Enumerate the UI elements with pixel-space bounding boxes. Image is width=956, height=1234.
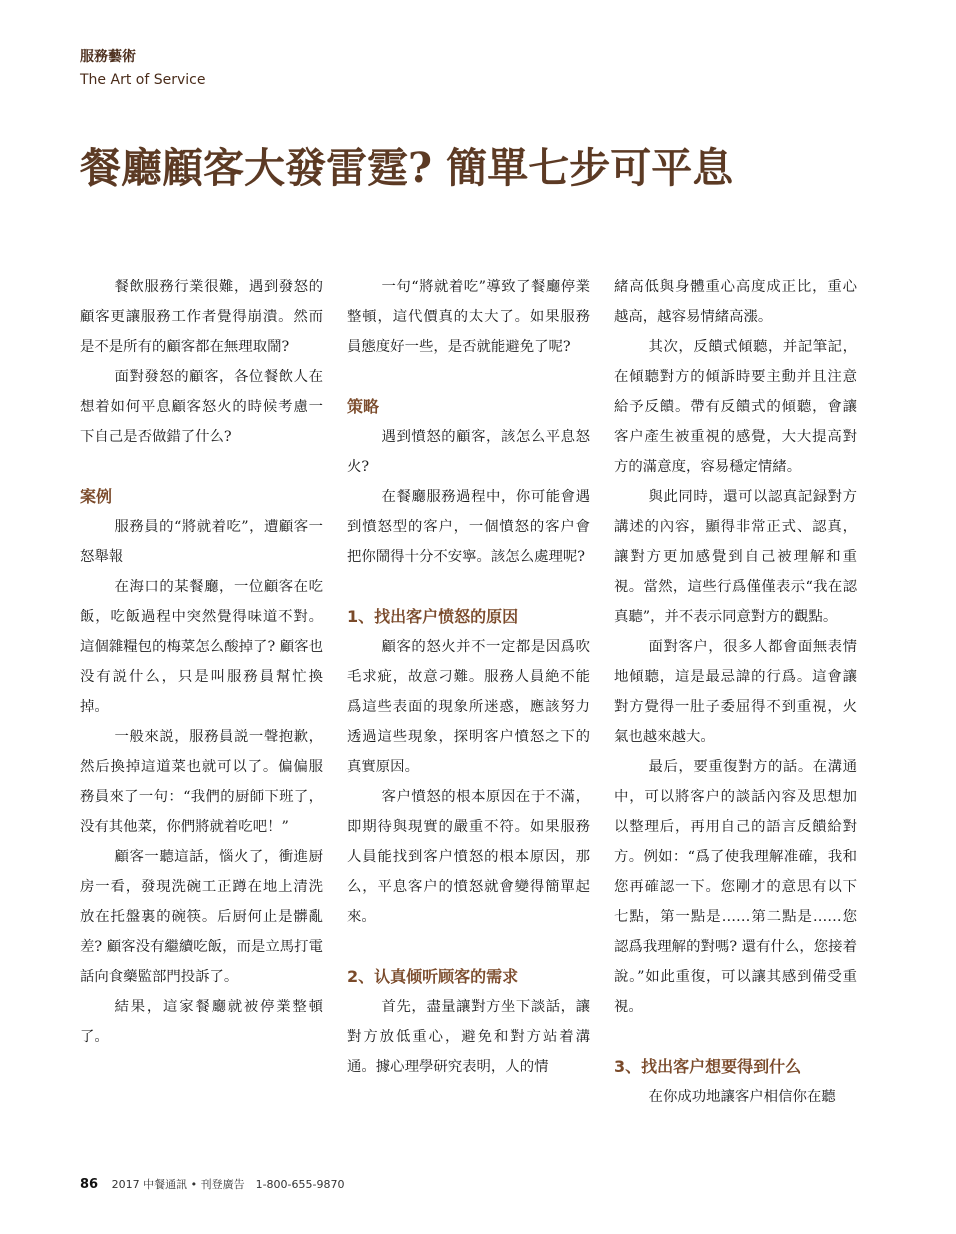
paragraph: 面對客户，很多人都會面無表情地傾聽，這是最忌諱的行爲。這會讓對方覺得一肚子委屈得不到重視，火氣也越來越大。 xyxy=(614,639,857,745)
footer-text: 2017 中餐通訊 • 刊登廣告 1-800-655-9870 xyxy=(111,1178,345,1191)
paragraph: 最后，要重復對方的話。在溝通中，可以將客户的談話內容及思想加以整理后，再用自己的語言反饋給對方。例如：“爲了使我理解准確，我和您再確認一下。您剛才的意思有以下七點，第一點是……第二點是……您認爲我理解的對嗎? 還有什么，您接着說。”如此重復，可以讓其感到備受重視。 xyxy=(614,759,857,1015)
article-column-3 xyxy=(614,272,857,1112)
article-column-2 xyxy=(347,272,590,1082)
paragraph: 在你成功地讓客户相信你在聽 xyxy=(648,1089,836,1105)
paragraph: 面對發怒的顧客，各位餐飲人在想着如何平息顧客怒火的時候考慮一下自己是否做錯了什么? xyxy=(80,369,323,445)
subheading-strategy: 策略 xyxy=(347,397,380,416)
paragraph: 餐飲服務行業很難，遇到發怒的顧客更讓服務工作者覺得崩潰。然而是不是所有的顧客都在無理取鬧? xyxy=(80,279,323,355)
paragraph: 服務員的“將就着吃”，遭顧客一怒舉報 xyxy=(80,519,323,565)
paragraph: 其次，反饋式傾聽，并記筆記，在傾聽對方的傾訴時要主動并且注意給予反饋。帶有反饋式的傾聽，會讓客户產生被重視的感覺，大大提高對方的滿意度，容易穩定情緒。 xyxy=(614,339,857,475)
article-column-1 xyxy=(80,272,323,1052)
page-title: 餐廳顧客大發雷霆? 簡單七步可平息 xyxy=(80,144,734,192)
paragraph: 首先，盡量讓對方坐下談話，讓對方放低重心，避免和對方站着溝通。據心理學研究表明，人的情 xyxy=(347,999,590,1075)
section-label-en: The Art of Service xyxy=(80,72,206,88)
paragraph: 與此同時，還可以認真記録對方講述的內容，顯得非常正式、認真，讓對方更加感覺到自己被理解和重視。當然，這些行爲僅僅表示“我在認真聽”，并不表示同意對方的觀點。 xyxy=(614,489,857,625)
subheading-step-3: 3、找出客户想要得到什么 xyxy=(614,1057,802,1076)
subheading-case: 案例 xyxy=(80,487,113,506)
subheading-step-1: 1、找出客户愤怒的原因 xyxy=(347,607,519,626)
page-number: 86 xyxy=(80,1177,99,1192)
paragraph: 在海口的某餐廳，一位顧客在吃飯，吃飯過程中突然覺得味道不對。這個雜糧包的梅菜怎么酸掉了? 顧客也没有説什么，只是叫服務員幫忙換掉。 xyxy=(80,579,323,715)
paragraph: 遇到憤怒的顧客，該怎么平息怒火? xyxy=(347,429,590,475)
section-label xyxy=(80,48,205,90)
paragraph: 緒高低與身體重心高度成正比，重心越高，越容易情緒高漲。 xyxy=(614,279,857,325)
paragraph: 在餐廳服務過程中，你可能會遇到憤怒型的客户，一個憤怒的客户會把你鬧得十分不安寧。該怎么處理呢? xyxy=(347,489,590,565)
paragraph: 結果，這家餐廳就被停業整頓了。 xyxy=(80,999,323,1045)
section-label-zh: 服務藝術 xyxy=(80,49,136,65)
paragraph: 一句“將就着吃”導致了餐廳停業整頓，這代價真的太大了。如果服務員態度好一些，是否就能避免了呢? xyxy=(347,279,590,355)
paragraph: 顧客的怒火并不一定都是因爲吹毛求疵，故意刁難。服務人員絶不能爲這些表面的現象所迷惑，應該努力透過這些現象，探明客户憤怒之下的真實原因。 xyxy=(347,639,590,775)
page-footer xyxy=(80,1176,344,1192)
paragraph: 客户憤怒的根本原因在于不滿，即期待與現實的嚴重不符。如果服務人員能找到客户憤怒的根本原因，那么，平息客户的憤怒就會變得簡單起來。 xyxy=(347,789,590,925)
paragraph: 顧客一聽這話，惱火了，衝進厨房一看，發現洗碗工正蹲在地上清洗放在托盤裏的碗筷。后厨何止是髒亂差? 顧客没有繼續吃飯，而是立馬打電話向食藥監部門投訴了。 xyxy=(80,849,323,985)
paragraph: 一般來説，服務員説一聲抱歉，然后換掉這道菜也就可以了。偏偏服務員來了一句：“我們的厨師下班了，没有其他菜，你們將就着吃吧！” xyxy=(80,729,323,835)
subheading-step-2: 2、认真倾听顾客的需求 xyxy=(347,967,519,986)
